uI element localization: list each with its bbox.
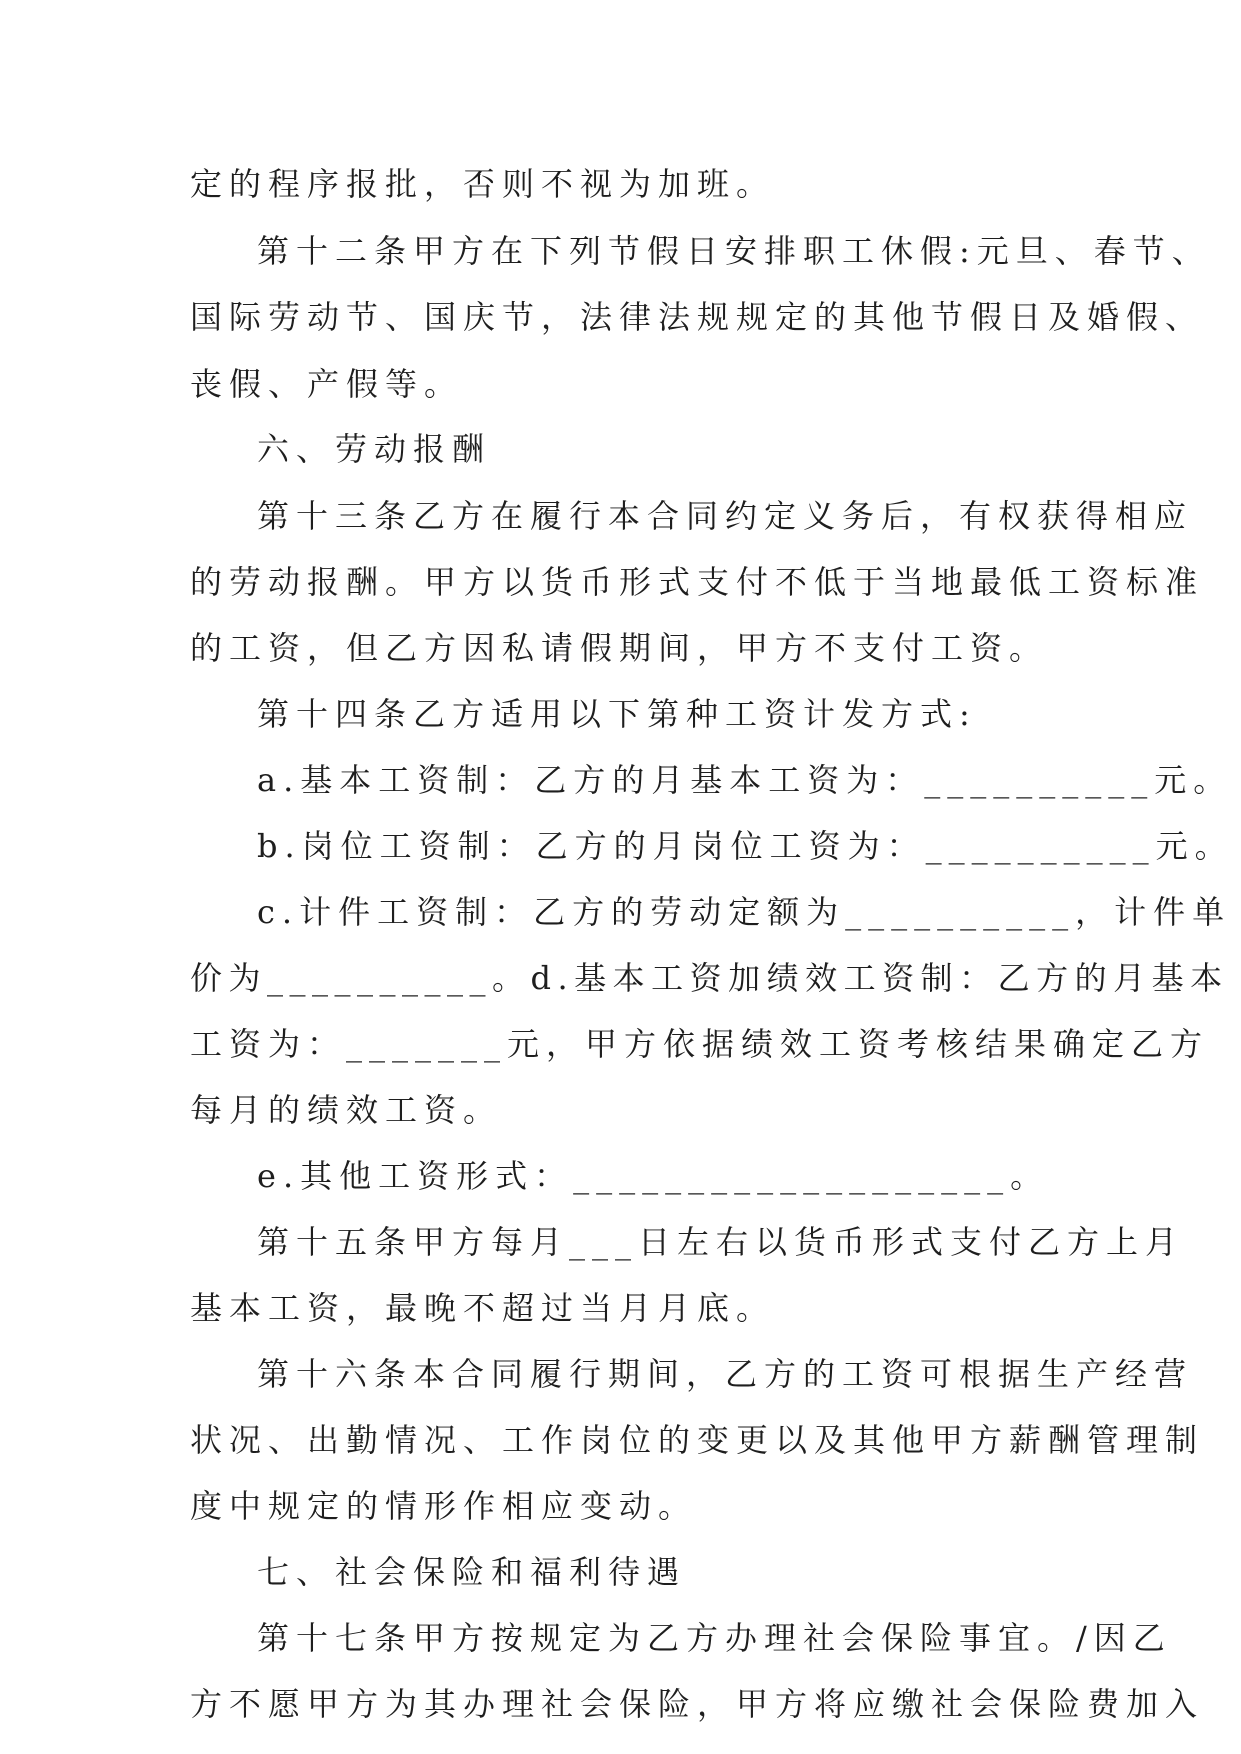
text-line: 基本工资，最晚不超过当月月底。: [190, 1289, 776, 1327]
text-line: a.基本工资制：乙方的月基本工资为：__________元。: [257, 761, 1233, 799]
text-line: 度中规定的情形作相应变动。: [190, 1487, 698, 1525]
text-line: e.其他工资形式：___________________。: [257, 1157, 1050, 1195]
text-line: 第十六条本合同履行期间，乙方的工资可根据生产经营: [257, 1355, 1194, 1393]
section-heading: 七、社会保险和福利待遇: [257, 1553, 687, 1591]
text-line: 第十二条甲方在下列节假日安排职工休假:元旦、春节、: [257, 232, 1211, 270]
text-line: b.岗位工资制：乙方的月岗位工资为：__________元。: [257, 827, 1234, 865]
text-line: 每月的绩效工资。: [190, 1091, 503, 1129]
text-line: 的劳动报酬。甲方以货币形式支付不低于当地最低工资标准: [190, 563, 1205, 601]
text-line: 的工资，但乙方因私请假期间，甲方不支付工资。: [190, 629, 1049, 667]
text-line: 第十五条甲方每月___日左右以货币形式支付乙方上月: [257, 1223, 1185, 1261]
text-line: c.计件工资制：乙方的劳动定额为__________，计件单: [257, 893, 1232, 931]
text-line: 价为__________。d.基本工资加绩效工资制：乙方的月基本: [190, 959, 1229, 997]
text-line: 丧假、产假等。: [190, 365, 464, 403]
text-line: 第十七条甲方按规定为乙方办理社会保险事宜。/因乙: [257, 1619, 1172, 1657]
text-line: 状况、出勤情况、工作岗位的变更以及其他甲方薪酬管理制: [190, 1421, 1205, 1459]
text-line: 第十四条乙方适用以下第种工资计发方式:: [257, 695, 977, 733]
text-line: 定的程序报批，否则不视为加班。: [190, 165, 776, 203]
section-heading: 六、劳动报酬: [257, 430, 492, 468]
text-line: 方不愿甲方为其办理社会保险，甲方将应缴社会保险费加入: [190, 1685, 1205, 1723]
text-line: 国际劳动节、国庆节，法律法规规定的其他节假日及婚假、: [190, 298, 1205, 336]
text-line: 工资为：_______元，甲方依据绩效工资考核结果确定乙方: [190, 1025, 1210, 1063]
text-line: 第十三条乙方在履行本合同约定义务后，有权获得相应: [257, 497, 1194, 535]
